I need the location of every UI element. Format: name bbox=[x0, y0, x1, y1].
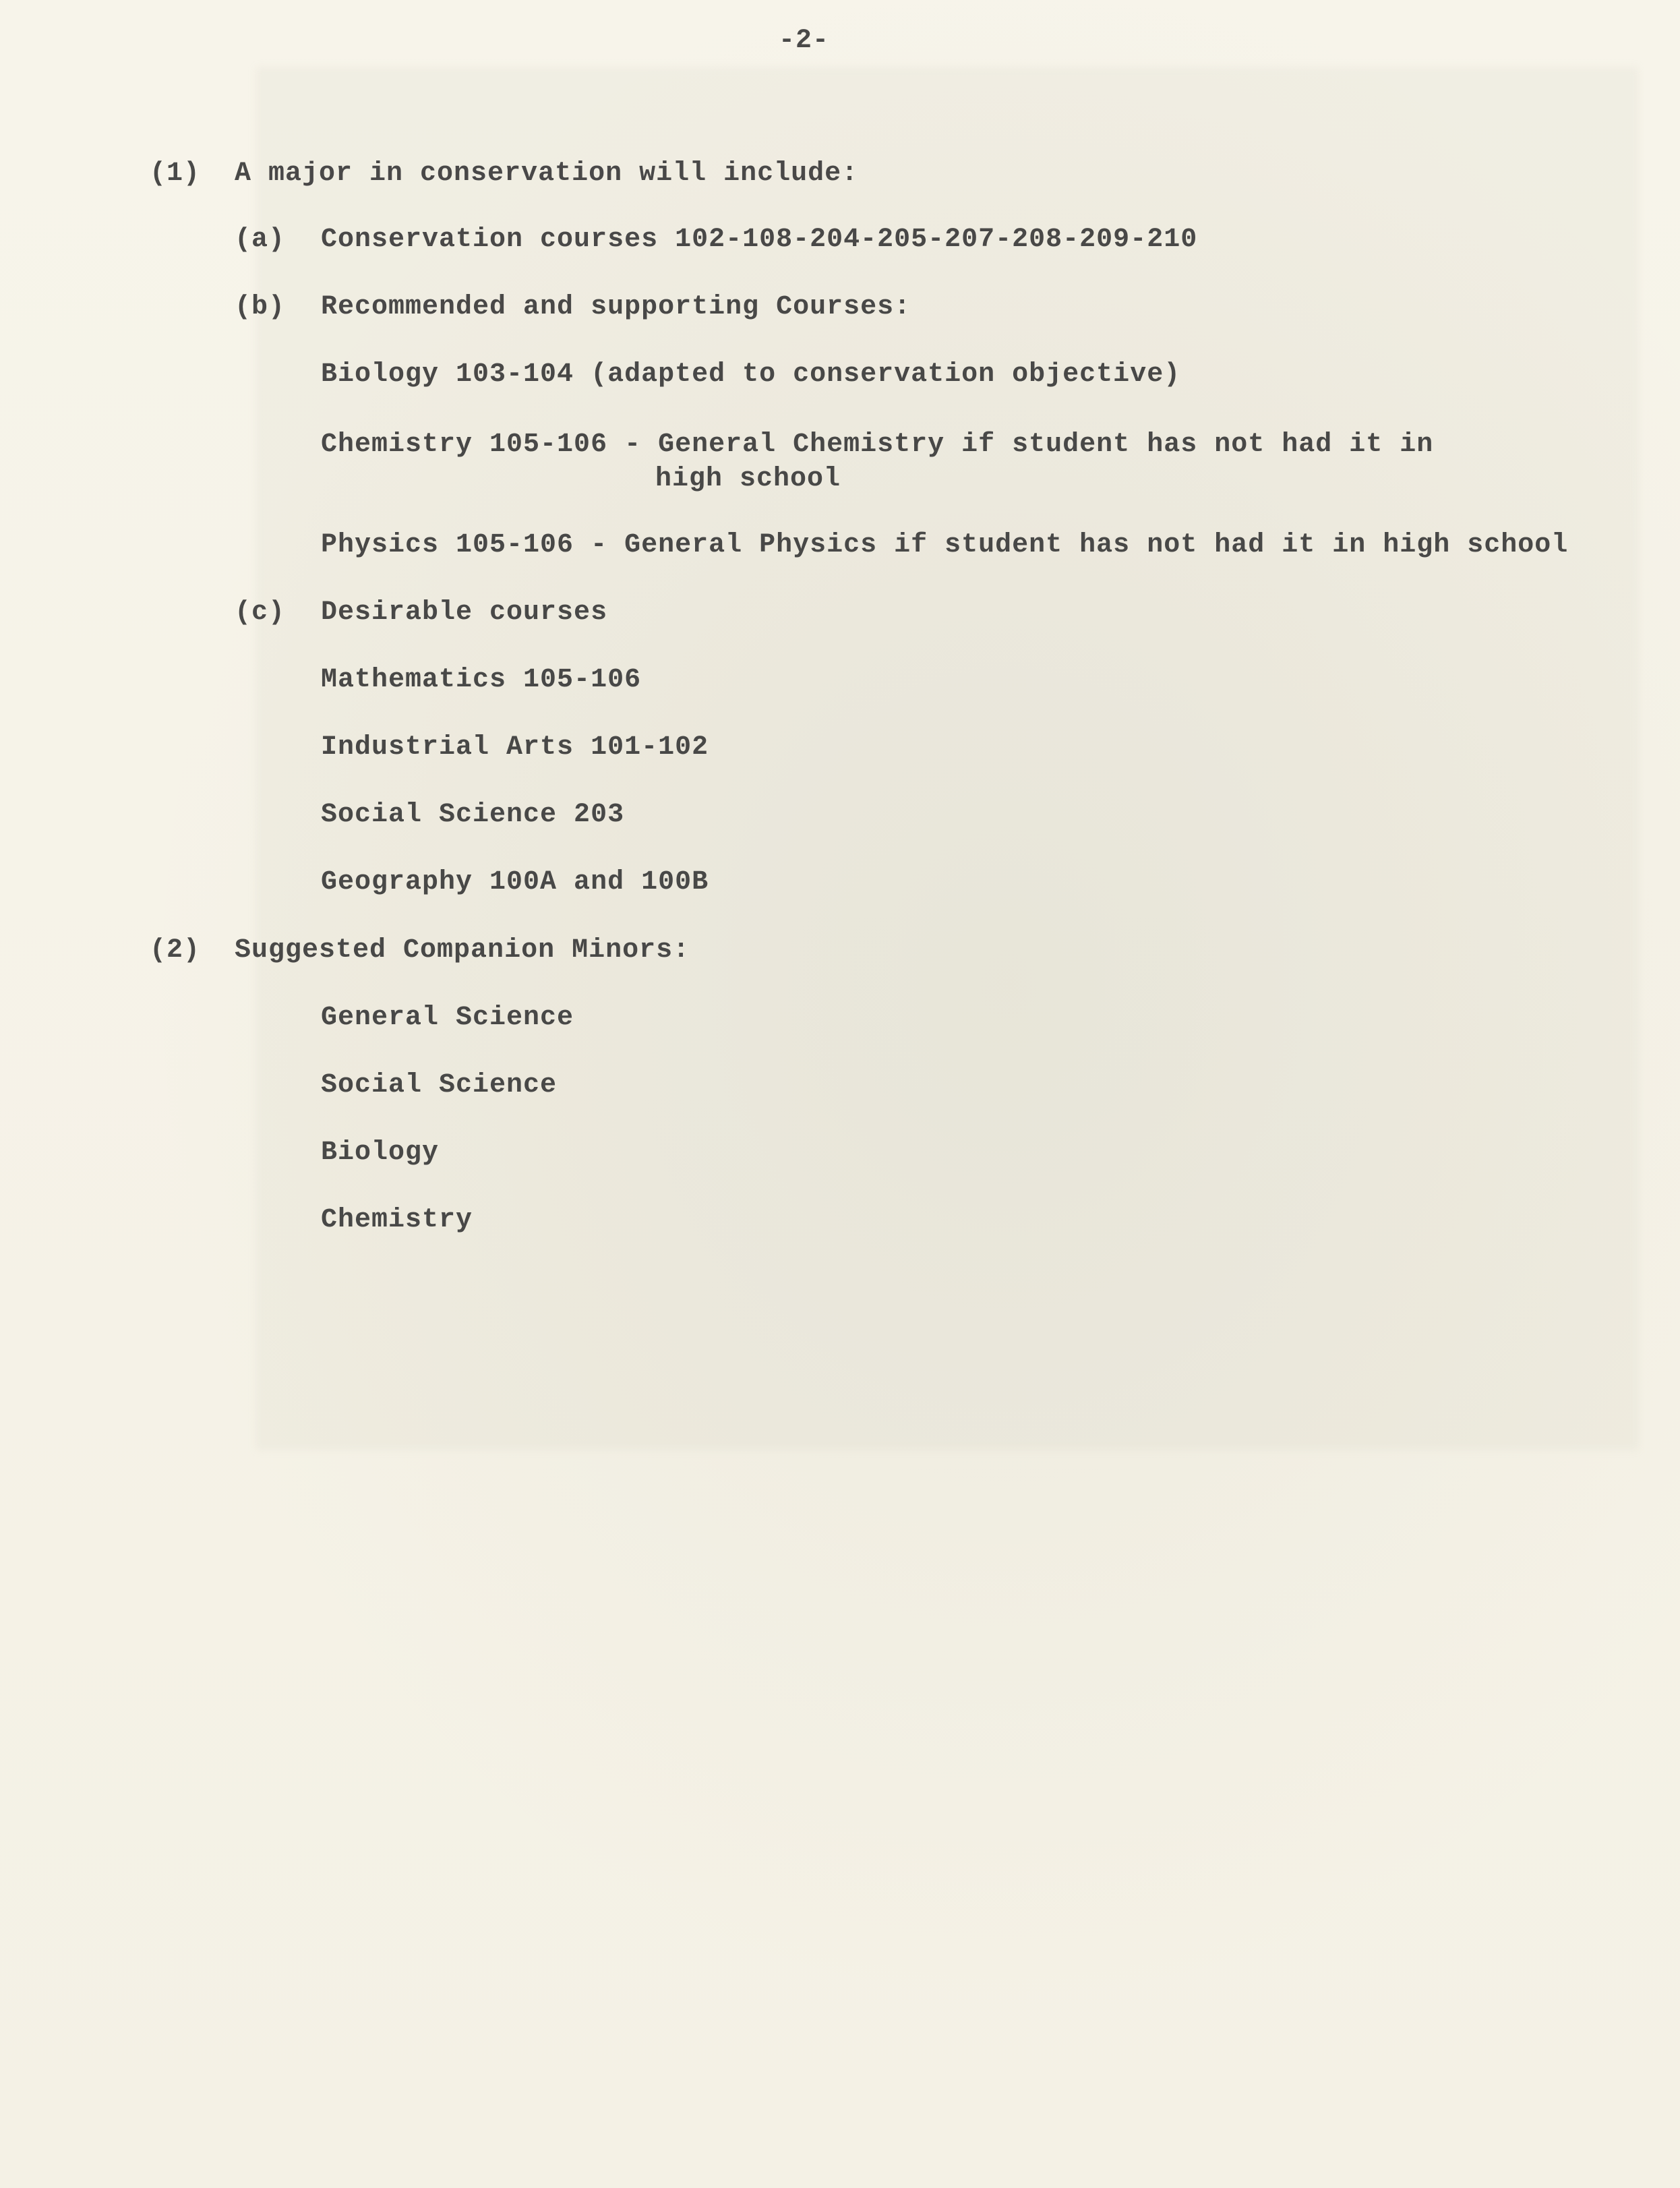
minor-general-science: General Science bbox=[321, 1003, 574, 1033]
course-biology: Biology 103-104 (adapted to conservation objective) bbox=[321, 359, 1181, 390]
course-chemistry-line-1: Chemistry 105-106 - General Chemistry if student has not had it in bbox=[321, 430, 1434, 460]
item-b-marker: (b) bbox=[235, 292, 286, 322]
course-mathematics: Mathematics 105-106 bbox=[321, 665, 642, 695]
course-physics: Physics 105-106 - General Physics if student has not had it in high school bbox=[321, 530, 1569, 560]
course-social-science: Social Science 203 bbox=[321, 800, 625, 830]
course-industrial-arts: Industrial Arts 101-102 bbox=[321, 732, 709, 763]
minor-social-science: Social Science bbox=[321, 1070, 558, 1100]
item-a-text: Conservation courses 102-108-204-205-207-208-209-210 bbox=[321, 225, 1198, 255]
item-2-heading: Suggested Companion Minors: bbox=[235, 935, 690, 966]
item-1-heading: A major in conservation will include: bbox=[235, 158, 859, 189]
item-c-marker: (c) bbox=[235, 597, 286, 628]
item-b-heading: Recommended and supporting Courses: bbox=[321, 292, 911, 322]
page-number: -2- bbox=[779, 26, 830, 56]
minor-chemistry: Chemistry bbox=[321, 1205, 473, 1235]
course-geography: Geography 100A and 100B bbox=[321, 867, 709, 897]
item-2-marker: (2) bbox=[150, 935, 201, 966]
item-c-heading: Desirable courses bbox=[321, 597, 608, 628]
item-a-marker: (a) bbox=[235, 225, 286, 255]
course-chemistry-line-2: high school bbox=[655, 464, 841, 494]
minor-biology: Biology bbox=[321, 1137, 440, 1168]
item-1-marker: (1) bbox=[150, 158, 201, 189]
